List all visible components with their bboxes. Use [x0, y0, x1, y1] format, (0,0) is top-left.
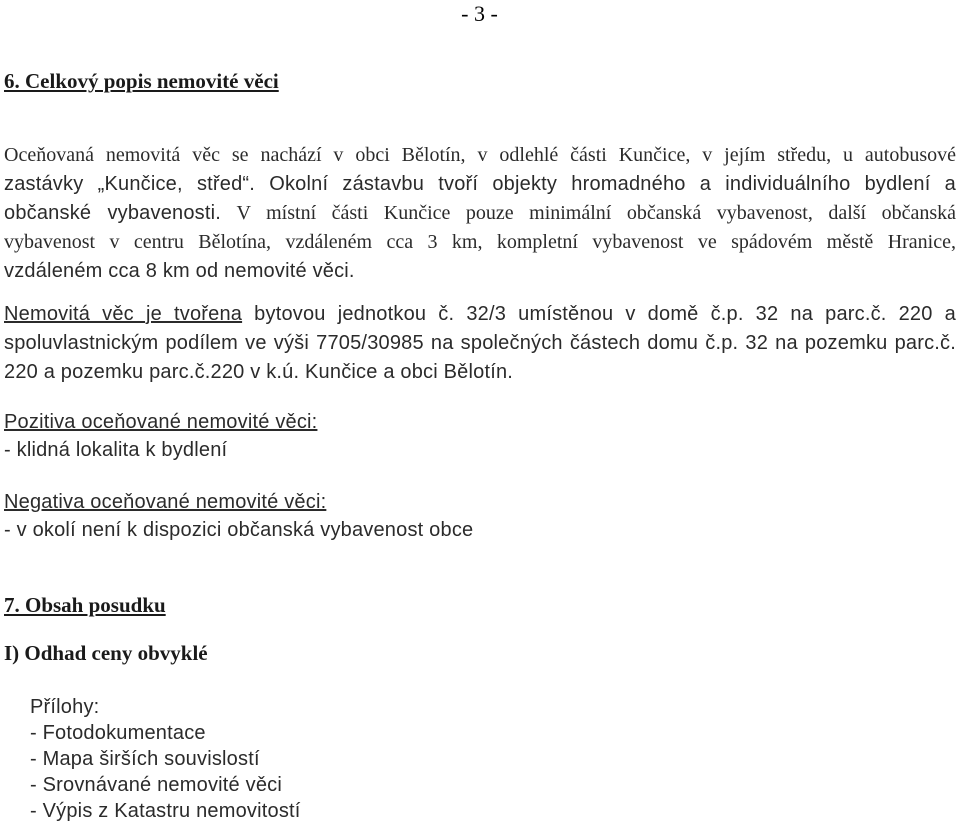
- description-line-1: Oceňovaná nemovitá věc se nachází v obci Bělotín, v odlehlé části Kunčice, v jejím středu, u autobusové: [4, 144, 956, 166]
- attachment-item: - Srovnávané nemovité věci: [30, 774, 282, 796]
- description-line-3b: V místní části Kunčice pouze minimální občanská vybavenost, další občanská: [236, 202, 957, 224]
- description-paragraph: [4, 141, 956, 286]
- section-6-title: 6. Celkový popis nemovité věci: [4, 69, 279, 93]
- description-line-3a: občanské vybavenosti.: [4, 202, 222, 224]
- section-7-subtitle: I) Odhad ceny obvyklé: [4, 641, 208, 665]
- page-number: - 3 -: [461, 1, 498, 26]
- composition-line-2: spoluvlastnickým podílem ve výši 7705/30985 na společných částech domu č.p. 32 na pozemku parc.č.: [4, 332, 956, 354]
- attachment-item: - Mapa širších souvislostí: [30, 748, 260, 770]
- description-line-5: vzdáleném cca 8 km od nemovité věci.: [4, 260, 355, 282]
- composition-paragraph: [4, 300, 956, 387]
- positives-item: - klidná lokalita k bydlení: [4, 439, 228, 461]
- section-7-title: 7. Obsah posudku: [4, 593, 166, 617]
- composition-line-1: [4, 300, 956, 329]
- negatives-item: - v okolí není k dispozici občanská vybavenost obce: [4, 519, 474, 541]
- attachment-item: - Fotodokumentace: [30, 722, 206, 744]
- negatives-label: Negativa oceňované nemovité věci:: [4, 491, 327, 513]
- description-line-4: vybavenost v centru Bělotína, vzdáleném cca 3 km, kompletní vybavenost ve spádovém městě Hranice,: [4, 231, 956, 253]
- composition-line-3: 220 a pozemku parc.č.220 v k.ú. Kunčice a obci Bělotín.: [4, 361, 514, 383]
- composition-line-1-rest: bytovou jednotkou č. 32/3 umístěnou v domě č.p. 32 na parc.č. 220 a: [254, 303, 956, 325]
- description-line-2: zastávky „Kunčice, střed“. Okolní zástavbu tvoří objekty hromadného a individuálního bydlení a: [4, 173, 956, 195]
- composition-underlined: Nemovitá věc je tvořena: [4, 303, 243, 325]
- attachments-label: Přílohy:: [30, 696, 100, 718]
- description-line-3: [4, 199, 956, 228]
- attachment-item: - Výpis z Katastru nemovitostí: [30, 800, 301, 822]
- positives-label: Pozitiva oceňované nemovité věci:: [4, 411, 318, 433]
